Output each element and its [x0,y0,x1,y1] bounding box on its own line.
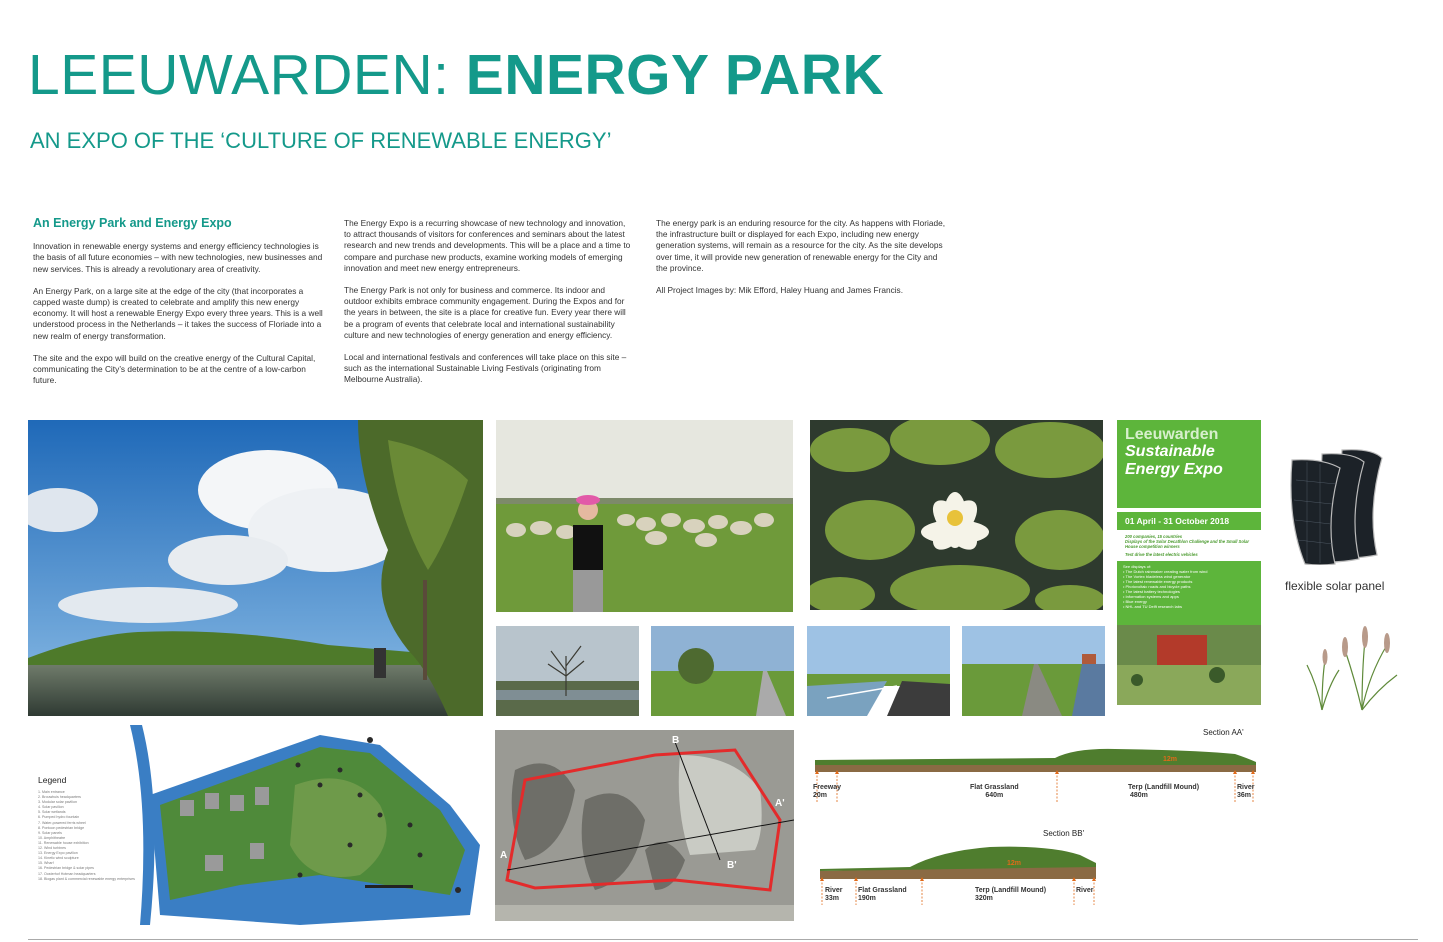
section-bb-seg-3: Terp (Landfill Mound) 320m [975,887,1047,902]
canal-road-photo [807,626,950,716]
section-aa-seg-2: Flat Grassland 640m [970,784,1019,799]
poster-header [1117,420,1261,508]
paragraph: The energy park is an enduring resource for the city. As happens with Floriade, the infrastructure built or displayed for each Expo, including new energy generation systems, will remain as a resource for the city. As the site develops over time, it will provide new generation of renewable energy for the City and the province. [656,218,946,273]
section-aa-title: Section AA' [1203,728,1244,737]
page-subtitle: AN EXPO OF THE ‘CULTURE OF RENEWABLE ENERGY’ [30,128,612,153]
solar-panel-image [1282,440,1397,565]
poster-list-item: • The latest renewable energy products [1123,578,1193,584]
section-aa-seg-1: Freeway 20m [813,784,842,799]
map-label-a-prime: A' [775,798,785,809]
sheep-field-photo [496,420,793,612]
legend-item: 12. Wind turbines [38,846,66,851]
poster-list-item: • Blue energy [1123,598,1147,604]
page-title [28,42,884,108]
paragraph: Innovation in renewable energy systems and energy efficiency technologies is the basis of all future economies – with new technologies, new businesses and new services. This is already a revolutionary area of creativity. [33,241,323,274]
section-bb-height: 12m [1007,860,1022,867]
legend-item: 6. Pumped hydro fountain [38,815,80,820]
towpath-photo [962,626,1105,716]
text-column-3 [656,218,948,307]
poster-dates: 01 April - 31 October 2018 [1117,512,1261,530]
legend-item: 7. Water-powered ferris wheel [38,820,86,825]
water-lily-photo [810,420,1103,610]
section-bb-profile [820,843,1096,879]
legend-item: 15. Wharf [38,861,54,866]
legend-items [38,790,138,882]
legend-title: Legend [38,775,67,785]
section-heading: An Energy Park and Energy Expo [33,216,232,230]
poster-line1: Leeuwarden [1125,426,1219,443]
poster-list-item: • The Dutch rainmaker creating water from wind [1123,568,1208,574]
section-aa-height: 12m [1163,756,1178,763]
paragraph: The Energy Park is not only for business and commerce. Its indoor and outdoor exhibits embrace community engagement. During the Expos and for the years in between, the site is a place for creative fun. Every year there will be a program of events that celebrate local and international sustainability culture and new technologies of energy generation and energy efficiency. [344,285,626,340]
tree-mound-photo [496,626,639,716]
legend-item: 10. Amphitheatre [38,835,66,840]
site-plan-legend [38,775,138,882]
poster-info: Test drive the latest electric vehicles [1125,551,1198,557]
section-site-map [495,730,794,921]
poster-list-items [1123,569,1255,609]
section-bb-title: Section BB' [1043,829,1085,838]
poster-info: 200 companies, 15 countries [1125,534,1183,539]
paragraph: The Energy Expo is a recurring showcase of new technology and innovation, to attract thousands of visitors for conferences and seminars about the latest research and new trends and developments. This will be a place and a time to compare and purchase new products, examine working models of emerging innovation and meet new energy entrepreneurs. [344,218,631,273]
map-label-a: A [500,850,508,861]
poster-list-item: • NHL and TU Delft research labs [1123,603,1182,609]
map-label-b-prime: B' [727,860,737,871]
credits: All Project Images by: Mik Efford, Haley Huang and James Francis. [656,285,904,296]
legend-item: 11. Renewable house exhibition [38,840,89,845]
poster-list-title: See displays of: [1123,563,1152,569]
section-aa-seg-3: Terp (Landfill Mound) 480m [1128,784,1200,799]
legend-item: 3. Modular solar pavilion [38,800,77,805]
section-bb-seg-4: River [1076,887,1094,894]
text-column-1 [33,218,325,397]
poster-list-item: • Information systems and apps [1123,593,1179,599]
paragraph: An Energy Park, on a large site at the edge of the city (that incorporates a capped waste dump) is created to celebrate and amplify this new energy economy. It will host a renewable Energy Expo every three years. This is a well understood process in the Netherlands – it takes the success of Floriade into a new realm of energy transformation. [33,285,323,341]
legend-item: 1. Main entrance [38,790,65,794]
title-light: LEEUWARDEN: [28,43,450,107]
mound-river-photo [28,420,483,716]
poster-list-item: • The Vortex bladeless wind generator [1123,573,1191,579]
poster-list [1117,561,1261,625]
legend-item: 9. Solar panels [38,830,62,835]
site-plan [120,725,485,925]
section-aa-seg-4: River 36m [1237,784,1255,799]
poster-list-item: • The latest battery technologies [1123,588,1180,594]
bottom-divider [28,939,1418,940]
poster-line3: Energy Expo [1125,461,1223,478]
section-bb-seg-2: Flat Grassland 190m [858,887,907,902]
grasses-image [1297,625,1405,713]
legend-item: 18. Biogas plant & commercial renewable energy enterprises [38,876,135,881]
legend-item: 13. Energy Expo pavilion [38,851,78,856]
legend-item: 5. Solar wetlands [38,810,66,815]
legend-item: 4. Solar pavilion [38,805,64,810]
section-bb-seg-1: River 33m [825,887,843,902]
section-aa-profile [815,742,1256,772]
solar-panel-caption: flexible solar panel [1285,579,1385,593]
text-column-2 [344,218,634,397]
paragraph: Local and international festivals and conferences will take place on this site – such as the international Sustainable Living Festivals (originating from Melbourne Australia). [344,352,627,385]
poster-photo [1117,625,1261,705]
poster-list-item: • Photovoltaic roads and bicycle paths [1123,583,1191,589]
legend-item: 16. Pedestrian bridge & solar pipes [38,866,94,871]
title-bold: ENERGY PARK [465,43,885,107]
legend-item: 17. Oosterhof Hotman headquarters [38,871,96,876]
dike-path-photo [651,626,794,716]
legend-item: 8. Pontoon pedestrian bridge [38,825,85,830]
legend-item: 14. Kinetic wind sculpture [38,856,79,861]
legend-item: 2. Brouwhuis headquarters [38,795,81,800]
poster-line2: Sustainable [1125,443,1215,460]
map-label-b: B [672,735,680,746]
paragraph: The site and the expo will build on the creative energy of the Cultural Capital, communicating the City’s determination to be at the centre of a low-carbon future. [33,352,316,386]
expo-poster [1117,420,1261,716]
poster-info: Displays of the Solar Decathlon Challenge and the Small Solar House competition winners [1125,539,1250,550]
